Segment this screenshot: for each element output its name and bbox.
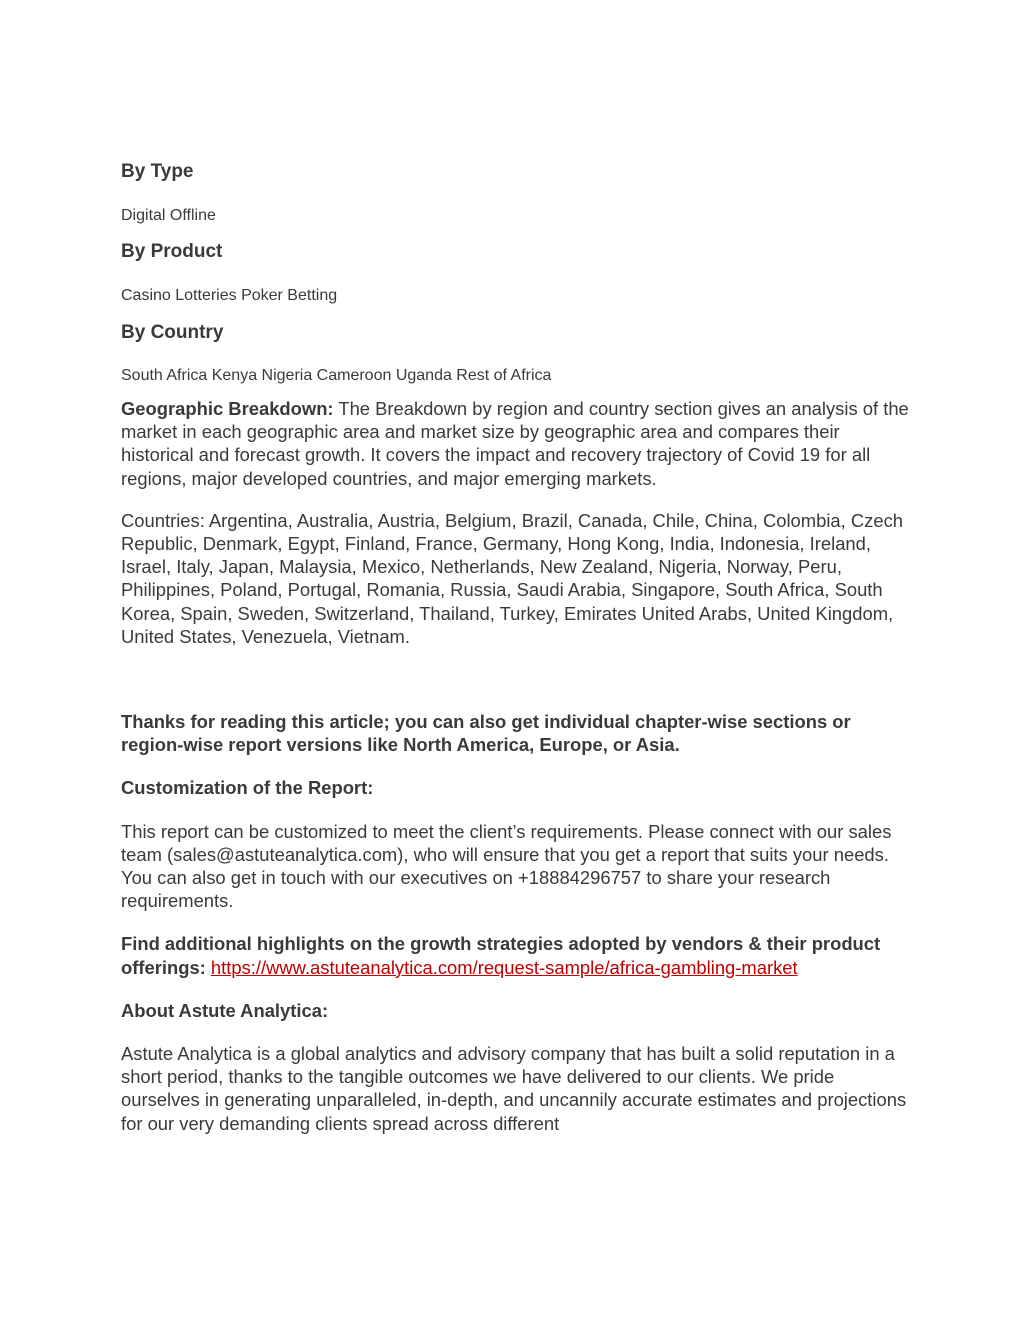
highlights-label: Find additional highlights on the growth strategies adopted by vendors & their product offerings:: [121, 933, 881, 978]
about-paragraph: Astute Analytica is a global analytics and advisory company that has built a solid reputation in a short period, thanks to the tangible outcomes we have delivered to our clients. We pride ourselves in generating unparalleled, in-depth, and uncannily accurate estimates and projections for our very demanding clients spread across different: [121, 1043, 907, 1134]
customization-heading: Customization of the Report:: [121, 777, 374, 799]
by-country-items: South Africa Kenya Nigeria Cameroon Uganda Rest of Africa: [121, 367, 552, 384]
geographic-breakdown-label: Geographic Breakdown:: [121, 398, 334, 419]
thanks-paragraph: Thanks for reading this article; you can also get individual chapter-wise sections or region-wise report versions like North America, Europe, or Asia.: [121, 711, 851, 756]
document-page: [121, 160, 911, 1135]
countries-paragraph: Countries: Argentina, Australia, Austria, Belgium, Brazil, Canada, Chile, China, Colombia, Czech Republic, Denmark, Egypt, Finland, France, Germany, Hong Kong, India, Indonesia, Ireland, Israel, Italy, Japan, Malaysia, Mexico, Netherlands, New Zealand, Nigeria, Norway, Peru, Philippines, Poland, Portugal, Romania, Russia, Saudi Arabia, Singapore, South Africa, South Korea, Spain, Sweden, Switzerland, Thailand, Turkey, Emirates United Arabs, United Kingdom, United States, Venezuela, Vietnam.: [121, 509, 903, 647]
customization-paragraph: This report can be customized to meet the client’s requirements. Please connect with our sales team (sales@astuteanalytica.com), who will ensure that you get a report that suits your needs. You can also get in touch with our executives on +18884296757 to share your research requirements.: [121, 820, 892, 912]
geographic-breakdown-text: The Breakdown by region and country section gives an analysis of the market in each geographic area and market size by geographic area and compares their historical and forecast growth. It covers the impact and recovery trajectory of Covid 19 for all regions, major developed countries, and major emerging markets.: [121, 398, 909, 489]
sample-request-link[interactable]: https://www.astuteanalytica.com/request-sample/africa-gambling-market: [210, 956, 798, 978]
about-heading: About Astute Analytica:: [121, 999, 329, 1021]
by-type-heading: By Type: [121, 161, 194, 182]
highlights-paragraph: [121, 932, 911, 978]
geographic-breakdown-paragraph: [121, 397, 911, 490]
by-product-heading: By Product: [121, 241, 223, 262]
by-type-items: Digital Offline: [121, 207, 216, 224]
by-product-items: Casino Lotteries Poker Betting: [121, 287, 338, 304]
by-country-heading: By Country: [121, 322, 224, 343]
